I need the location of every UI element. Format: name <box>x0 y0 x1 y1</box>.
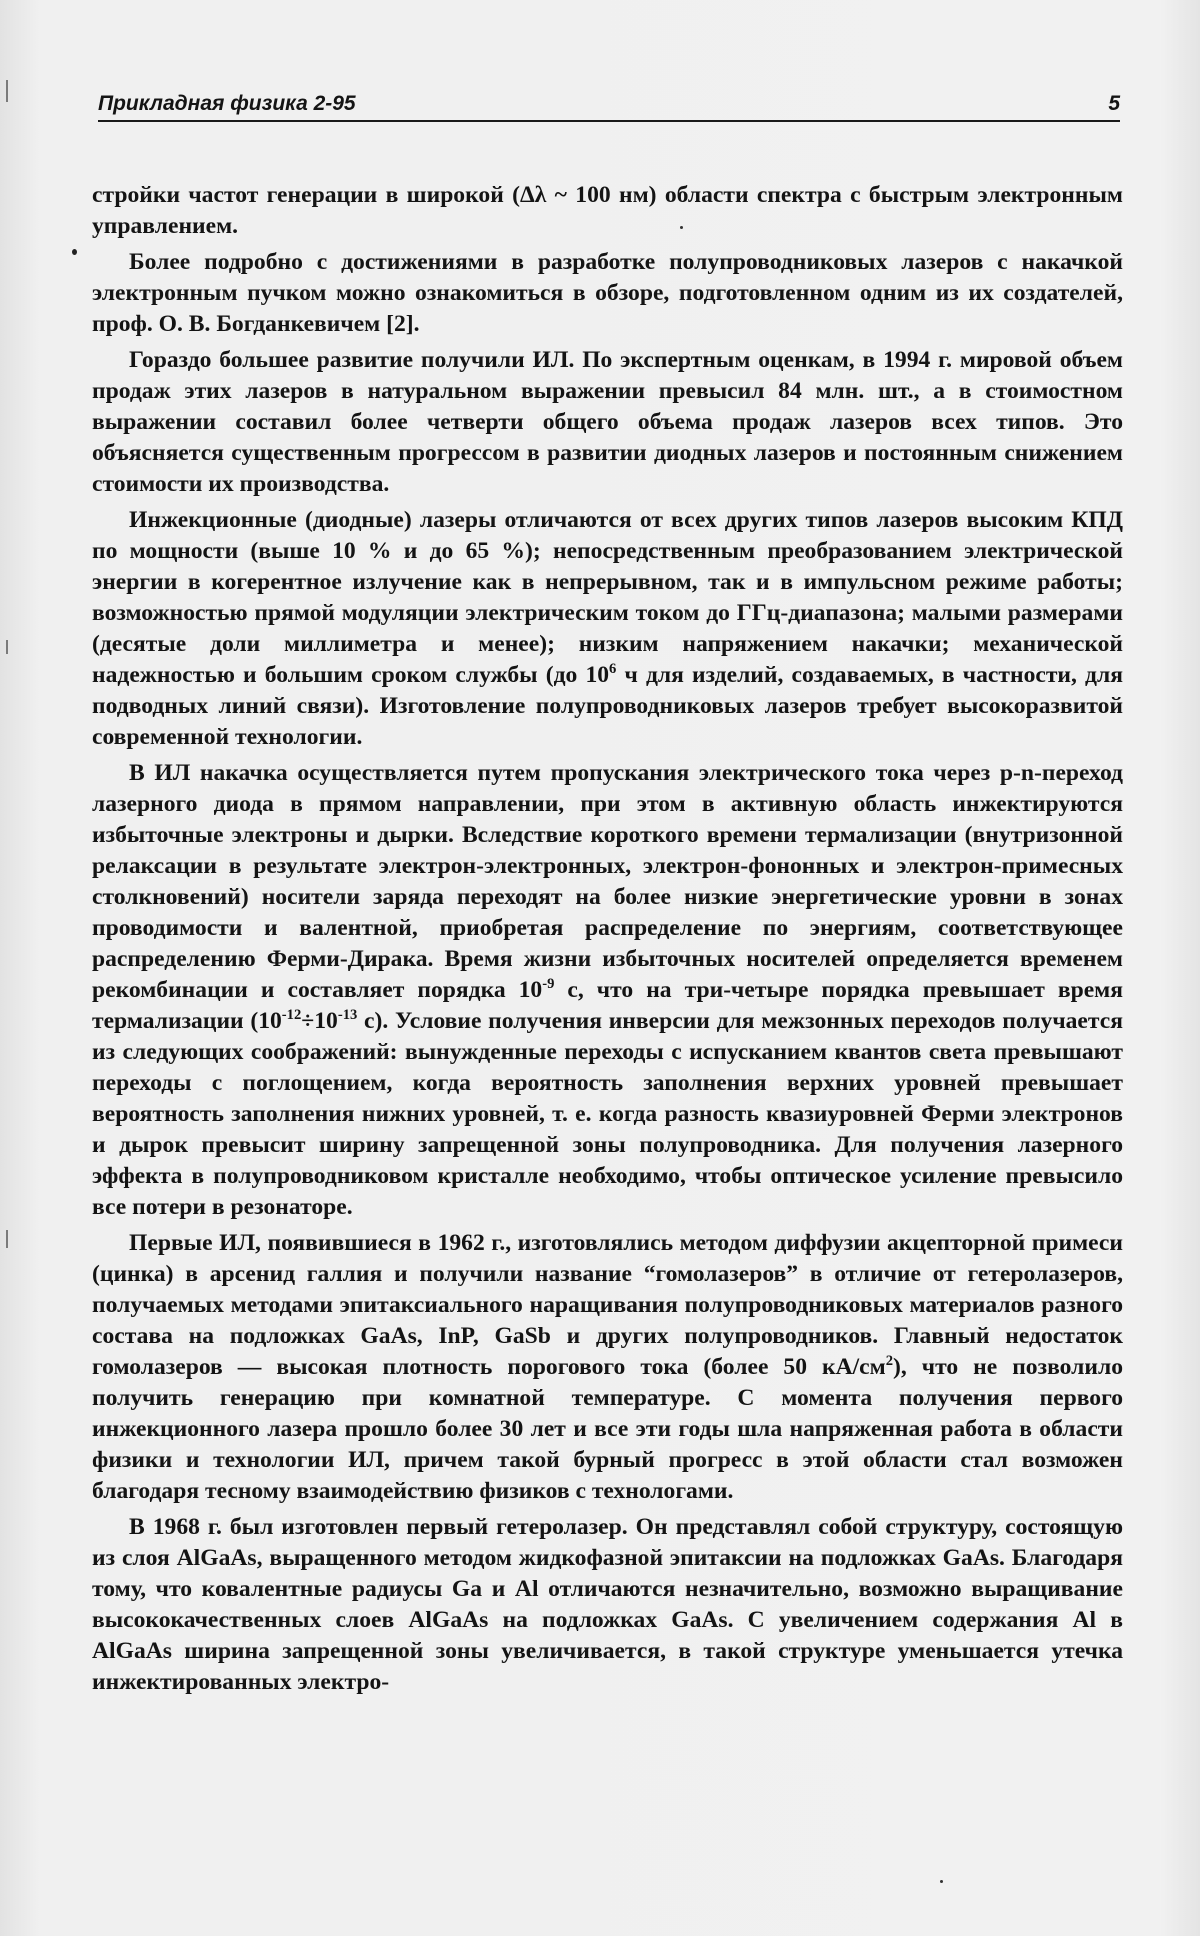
running-header <box>98 94 1120 122</box>
scan-margin-mark <box>6 1230 8 1248</box>
paragraph: Более подробно с достижениями в разработке полупроводниковых лазеров с накачкой электронным пучком можно ознакомиться в обзоре, подготовленном одним из их создателей, проф. О. В. Богданкевичем [2]. <box>92 249 1123 337</box>
text-run: ÷10 <box>301 1008 338 1034</box>
paragraph <box>92 505 1123 753</box>
superscript: 6 <box>609 660 617 677</box>
paragraph <box>92 758 1123 1223</box>
text-run: В ИЛ накачка осуществляется путем пропускания электрического тока через p-n-переход лазерного диода в прямом направлении, при этом в активную область инжектируются избыточные электроны и дырки. Вследствие короткого времени термализации (внутризонной релаксации в результате электрон-электронных, электрон-фононных и электрон-примесных столкновений) носители заряда переходят на более низкие энергетические уровни в зонах проводимости и валентной, приобретая распределение по энергиям, соответствующее распределению Ферми-Дирака. Время жизни избыточных носителей определяется временем рекомбинации и составляет порядка 10 <box>92 760 1123 1003</box>
text-run: ч для изделий, создаваемых, в частности, для подводных линий связи). Изготовление полупроводниковых лазеров требует высокоразвитой современной технологии. <box>92 662 1123 750</box>
text-run: с, что на три-четыре порядка превышает время термализации (10 <box>92 977 1123 1034</box>
paragraph: В 1968 г. был изготовлен первый гетеролазер. Он представлял собой структуру, состоящую из слоя AlGaAs, выращенного методом жидкофазной эпитаксии на подложках GaAs. Благодаря тому, что ковалентные радиусы Ga и Al отличаются незначительно, возможно выращивание высококачественных слоев AlGaAs на подложках GaAs. С увеличением содержания Al в AlGaAs ширина запрещенной зоны увеличивается, в такой структуре уменьшается утечка инжектированных электро- <box>92 1514 1123 1695</box>
stray-mark <box>940 1880 943 1883</box>
text-run: с). Условие получения инверсии для межзонных переходов получается из следующих соображений: вынужденные переходы с испусканием квантов света превышают переходы с поглощением, когда вероятность заполнения верхних уровней превышает вероятность заполнения нижних уровней, т. е. когда разность квазиуровней Ферми электронов и дырок превысит ширину запрещенной зоны полупроводника. Для получения лазерного эффекта в полупроводниковом кристалле необходимо, чтобы оптическое усиление превысило все потери в резонаторе. <box>92 1008 1124 1220</box>
article-body <box>92 180 1123 1698</box>
paragraph: Гораздо большее развитие получили ИЛ. По экспертным оценкам, в 1994 г. мировой объем продаж этих лазеров в натуральном выражении превысил 84 млн. шт., а в стоимостном выражении составил более четверти общего объема продаж лазеров всех типов. Это объясняется существенным прогрессом в развитии диодных лазеров и постоянным снижением стоимости их производства. <box>92 347 1123 497</box>
paragraph <box>92 1228 1123 1507</box>
page-number: 5 <box>1108 92 1120 115</box>
journal-title: Прикладная физика 2-95 <box>98 92 356 115</box>
text-run: Первые ИЛ, появившиеся в 1962 г., изготовлялись методом диффузии акцепторной примеси (цинка) в арсенид галлия и получили название “гомолазеров” в отличие от гетеролазеров, получаемых методами эпитаксиального наращивания полупроводниковых материалов разного состава на подложках GaAs, InP, GaSb и других полупроводников. Главный недостаток гомолазеров — высокая плотность порогового тока (более 50 кА/см <box>92 1230 1123 1380</box>
paragraph: стройки частот генерации в широкой (Δλ ~ 100 нм) области спектра с быстрым электронным управлением. <box>92 182 1123 239</box>
text-run: ), что не позволило получить генерацию при комнатной температуре. С момента получения первого инжекционного лазера прошло более 30 лет и все эти годы шла напряженная работа в области физики и технологии ИЛ, причем такой бурный прогресс в этой области стал возможен благодаря тесному взаимодействию физиков с технологами. <box>92 1354 1123 1504</box>
scan-margin-mark <box>6 80 8 102</box>
text-run: Инжекционные (диодные) лазеры отличаются от всех других типов лазеров высоким КПД по мощности (выше 10 % и до 65 %); непосредственным преобразованием электрической энергии в когерентное излучение как в непрерывном, так и в импульсном режиме работы; возможностью прямой модуляции электрическим током до ГГц-диапазона; малыми размерами (десятые доли миллиметра и менее); низким напряжением накачки; механической надежностью и большим сроком службы (до 10 <box>92 507 1123 688</box>
superscript: -13 <box>337 1006 358 1023</box>
superscript: 2 <box>885 1352 894 1369</box>
superscript: -9 <box>542 975 555 992</box>
stray-mark <box>72 249 77 255</box>
scan-margin-mark <box>6 640 8 654</box>
superscript: -12 <box>281 1006 302 1023</box>
